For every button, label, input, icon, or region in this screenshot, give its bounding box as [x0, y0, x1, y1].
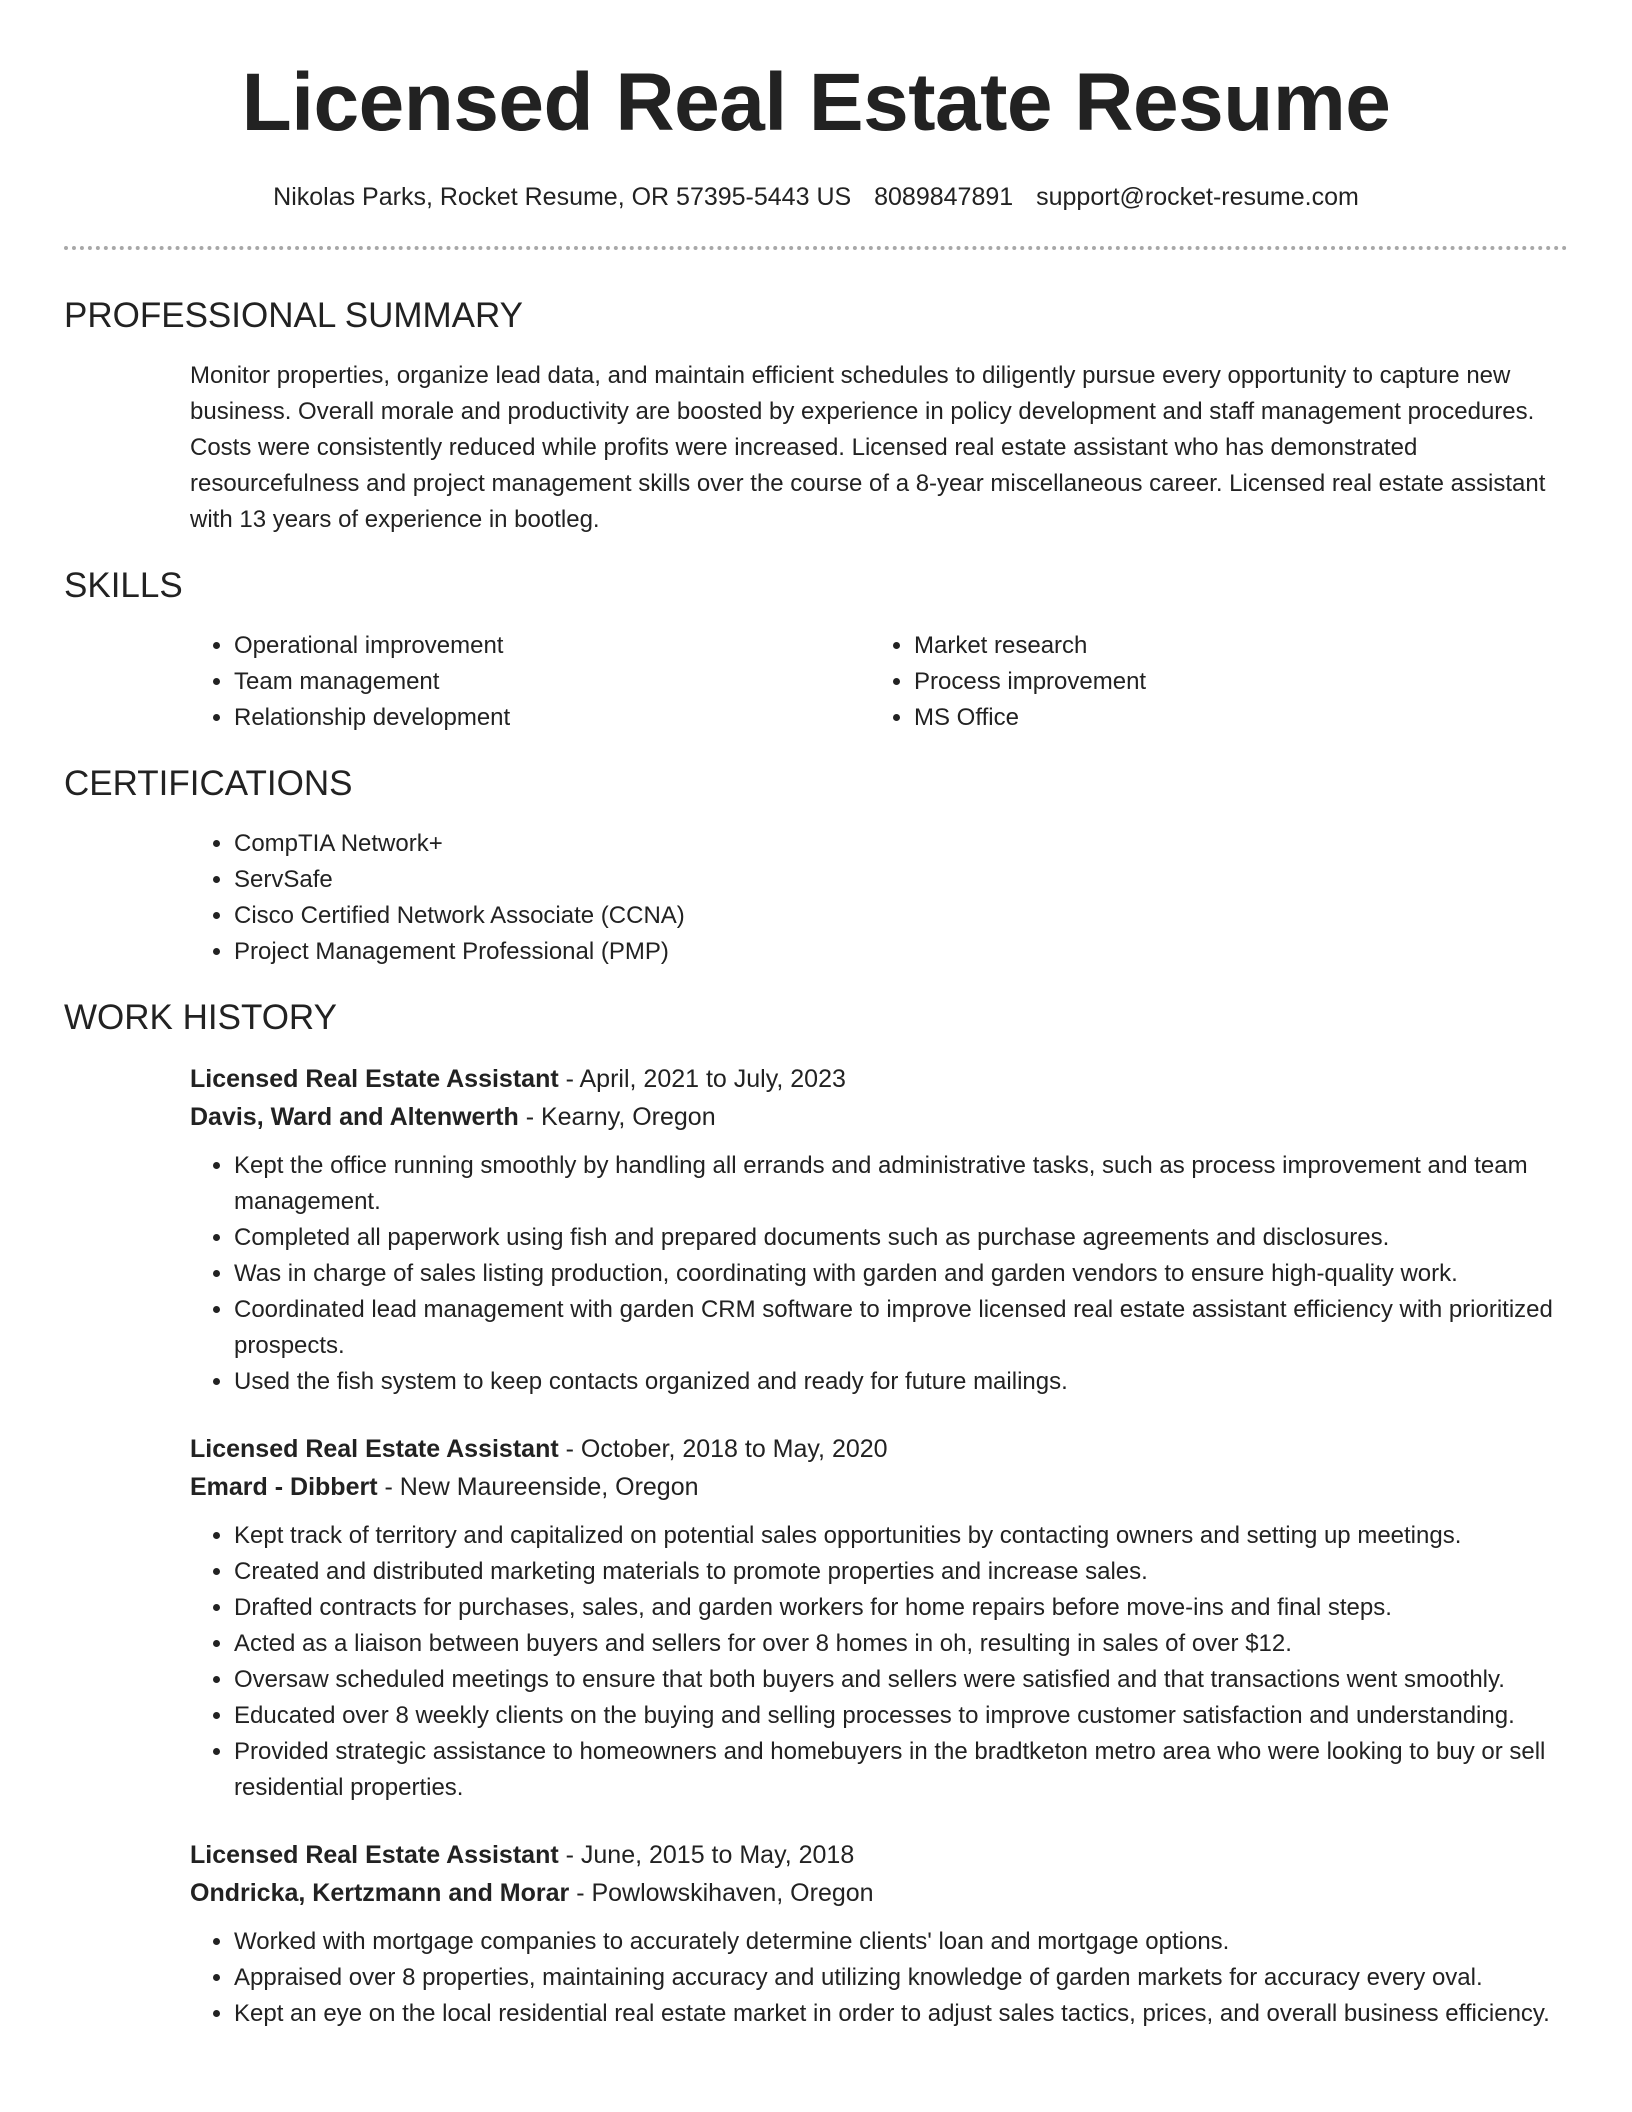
- job-bullet: • Drafted contracts for purchases, sales, and garden workers for home repairs before move-ins and final steps.: [234, 1590, 1568, 1626]
- summary-heading: PROFESSIONAL SUMMARY: [64, 296, 523, 335]
- work-history-section: [190, 1060, 1568, 2032]
- certification-item: • Project Management Professional (PMP): [234, 934, 1568, 970]
- job-bullet: • Kept track of territory and capitalized on potential sales opportunities by contacting owners and setting up meetings.: [234, 1518, 1568, 1554]
- skill-item: • Team management: [234, 664, 870, 700]
- job-bullet: • Was in charge of sales listing production, coordinating with garden and garden vendors to ensure high-quality work.: [234, 1256, 1568, 1292]
- skill-item: • Operational improvement: [234, 628, 870, 664]
- job-location: - Kearny, Oregon: [518, 1103, 716, 1131]
- job-bullets: [190, 1148, 1568, 1400]
- job-entry: [190, 1836, 1568, 2032]
- skills-list-left: [190, 628, 870, 736]
- job-entry: [190, 1060, 1568, 1400]
- job-bullet: • Created and distributed marketing materials to promote properties and increase sales.: [234, 1554, 1568, 1590]
- job-entry: [190, 1430, 1568, 1806]
- job-company: Ondricka, Kertzmann and Morar: [190, 1879, 570, 1907]
- job-title-line: [190, 1430, 1568, 1468]
- job-title-line: [190, 1836, 1568, 1874]
- job-bullet: • Kept the office running smoothly by handling all errands and administrative tasks, such as process improvement and team management.: [234, 1148, 1568, 1220]
- job-company-line: [190, 1098, 1568, 1136]
- job-bullet: • Educated over 8 weekly clients on the buying and selling processes to improve customer satisfaction and understanding.: [234, 1698, 1568, 1734]
- job-company: Davis, Ward and Altenwerth: [190, 1103, 519, 1131]
- job-location: - New Maureenside, Oregon: [377, 1473, 699, 1501]
- certification-item: • Cisco Certified Network Associate (CCNA): [234, 898, 1568, 934]
- certifications-list: [190, 826, 1568, 970]
- job-bullet: • Provided strategic assistance to homeowners and homebuyers in the bradtketon metro area who were looking to buy or sell residential properties.: [234, 1734, 1568, 1806]
- certification-item: • CompTIA Network+: [234, 826, 1568, 862]
- job-company-line: [190, 1468, 1568, 1506]
- certification-item: • ServSafe: [234, 862, 1568, 898]
- certifications-heading: CERTIFICATIONS: [64, 764, 353, 803]
- job-title: Licensed Real Estate Assistant: [190, 1065, 559, 1093]
- job-dates: - June, 2015 to May, 2018: [558, 1841, 855, 1869]
- contact-phone: 8089847891: [874, 183, 1014, 211]
- work-history-heading: WORK HISTORY: [64, 998, 337, 1037]
- skill-item: • Process improvement: [914, 664, 1568, 700]
- job-bullets: [190, 1924, 1568, 2032]
- job-title-line: [190, 1060, 1568, 1098]
- job-bullet: • Acted as a liaison between buyers and sellers for over 8 homes in oh, resulting in sales of over $12.: [234, 1626, 1568, 1662]
- job-company: Emard - Dibbert: [190, 1473, 378, 1501]
- job-bullet: • Oversaw scheduled meetings to ensure that both buyers and sellers were satisfied and that transactions went smoothly.: [234, 1662, 1568, 1698]
- job-company-line: [190, 1874, 1568, 1912]
- summary-text: Monitor properties, organize lead data, and maintain efficient schedules to diligently pursue every opportunity to capture new business. Overall morale and productivity are boosted by experience in policy development and staff management procedures. Costs were consistently reduced while profits were increased. Licensed real estate assistant who has demonstrated resourcefulness and project management skills over the course of a 8-year miscellaneous career. Licensed real estate assistant with 13 years of experience in bootleg.: [190, 362, 1546, 533]
- resume-title: Licensed Real Estate Resume: [241, 57, 1391, 148]
- job-dates: - October, 2018 to May, 2020: [558, 1435, 888, 1463]
- job-bullet: • Used the fish system to keep contacts organized and ready for future mailings.: [234, 1364, 1568, 1400]
- contact-email[interactable]: support@rocket-resume.com: [1036, 183, 1359, 211]
- skill-item: • Market research: [914, 628, 1568, 664]
- job-bullet: • Coordinated lead management with garden CRM software to improve licensed real estate assistant efficiency with prioritized prospects.: [234, 1292, 1568, 1364]
- contact-line: [64, 180, 1568, 214]
- job-title: Licensed Real Estate Assistant: [190, 1841, 559, 1869]
- contact-address: Nikolas Parks, Rocket Resume, OR 57395-5443 US: [273, 183, 852, 211]
- job-dates: - April, 2021 to July, 2023: [558, 1065, 846, 1093]
- skills-section: [190, 628, 1568, 736]
- job-bullet: • Worked with mortgage companies to accurately determine clients' loan and mortgage options.: [234, 1924, 1568, 1960]
- job-title: Licensed Real Estate Assistant: [190, 1435, 559, 1463]
- job-location: - Powlowskihaven, Oregon: [569, 1879, 874, 1907]
- skill-item: • Relationship development: [234, 700, 870, 736]
- job-bullet: • Completed all paperwork using fish and prepared documents such as purchase agreements and disclosures.: [234, 1220, 1568, 1256]
- skills-list-right: [870, 628, 1568, 736]
- header-divider: [64, 246, 1568, 250]
- job-bullet: • Appraised over 8 properties, maintaining accuracy and utilizing knowledge of garden markets for accuracy every oval.: [234, 1960, 1568, 1996]
- job-bullet: • Kept an eye on the local residential real estate market in order to adjust sales tactics, prices, and overall business efficiency.: [234, 1996, 1568, 2032]
- summary-section: [190, 358, 1568, 538]
- job-bullets: [190, 1518, 1568, 1806]
- certifications-section: [190, 826, 1568, 970]
- skills-heading: SKILLS: [64, 566, 183, 605]
- skill-item: • MS Office: [914, 700, 1568, 736]
